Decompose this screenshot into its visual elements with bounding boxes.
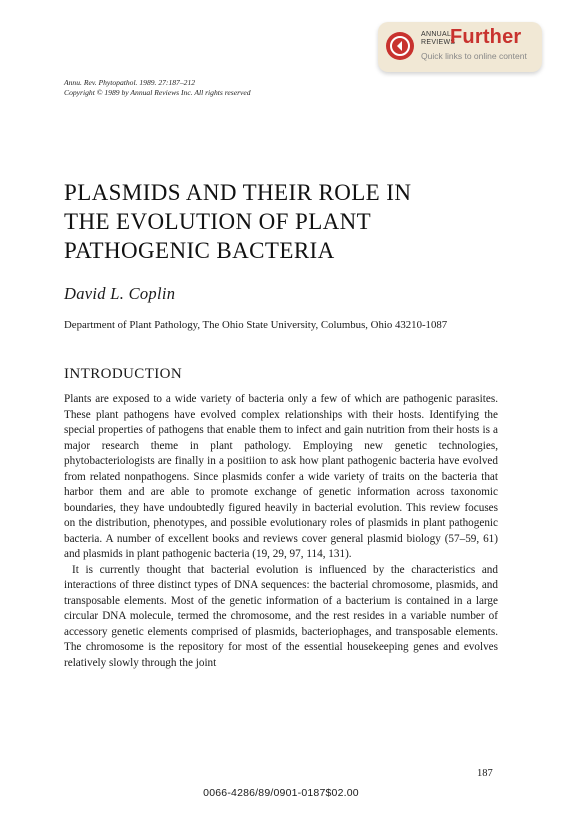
banner-tagline: Quick links to online content xyxy=(421,51,527,61)
body-text xyxy=(64,392,498,671)
play-arrow-icon xyxy=(386,32,414,60)
citation xyxy=(64,78,251,98)
further-wordmark: Further xyxy=(450,26,522,48)
title-line-1: PLASMIDS AND THEIR ROLE IN xyxy=(64,180,412,205)
annual-reviews-further-banner[interactable] xyxy=(378,22,542,72)
title-line-3: PATHOGENIC BACTERIA xyxy=(64,238,335,263)
author-name: David L. Coplin xyxy=(64,284,176,303)
annual-label-line1: ANNUAL xyxy=(421,31,452,38)
author-affiliation: Department of Plant Pathology, The Ohio State University, Columbus, Ohio 43210-1087 xyxy=(64,319,448,331)
title-line-2: THE EVOLUTION OF PLANT xyxy=(64,209,372,234)
paragraph: Plants are exposed to a wide variety of bacteria only a few of which are pathogenic parasites. These plant pathogens have evolved complex relationships with their hosts. Identifying the special properties of pathogens that enable them to infect and gain nutrition from their hosts is a major research theme in plant pathology. Employing new genetic technologies, phytobacteriologists are finally in a positiion to ask how plant pathogenic bacteria have evolved from related nonpathogens. Since plasmids confer a wide variety of traits on the bacteria that harbor them and are able to promote exchange of genetic information across taxonomic boundaries, they have undoubtedly figured heavily in bacterial evolution. This review focuses on the distribution, phenotypes, and possible evolutionary roles of plasmids in plant pathogenic bacteria. A number of excellent books and reviews cover general plasmid biology (57–59, 61) and plasmids in plant pathogenic bacteria (19, 29, 97, 114, 131). xyxy=(64,393,498,560)
section-heading: INTRODUCTION xyxy=(64,366,183,382)
page-number: 187 xyxy=(477,768,493,779)
paragraph: It is currently thought that bacterial evolution is influenced by the characteristics and interactions of three distinct types of DNA sequences: the bacterial chromosome, plasmids, and transposable elements. Most of the genetic information of a bacterium is contained in a large circular DNA molecule, termed the chromosome, and the rest resides in a variable number of accessory genetic elements comprised of plasmids, bacteriophages, and transposable elements. The chromosome is the repository for most of the essential housekeeping genes and evolves relatively slowly through the joint xyxy=(64,563,498,669)
citation-copyright: Copyright © 1989 by Annual Reviews Inc. All rights reserved xyxy=(64,88,251,97)
article-title xyxy=(64,178,504,265)
annual-label-line2: REVIEWS xyxy=(421,39,456,46)
footer-code: 0066-4286/89/0901-0187$02.00 xyxy=(203,787,359,799)
citation-journal: Annu. Rev. Phytopathol. 1989. 27:187–212 xyxy=(64,78,196,87)
